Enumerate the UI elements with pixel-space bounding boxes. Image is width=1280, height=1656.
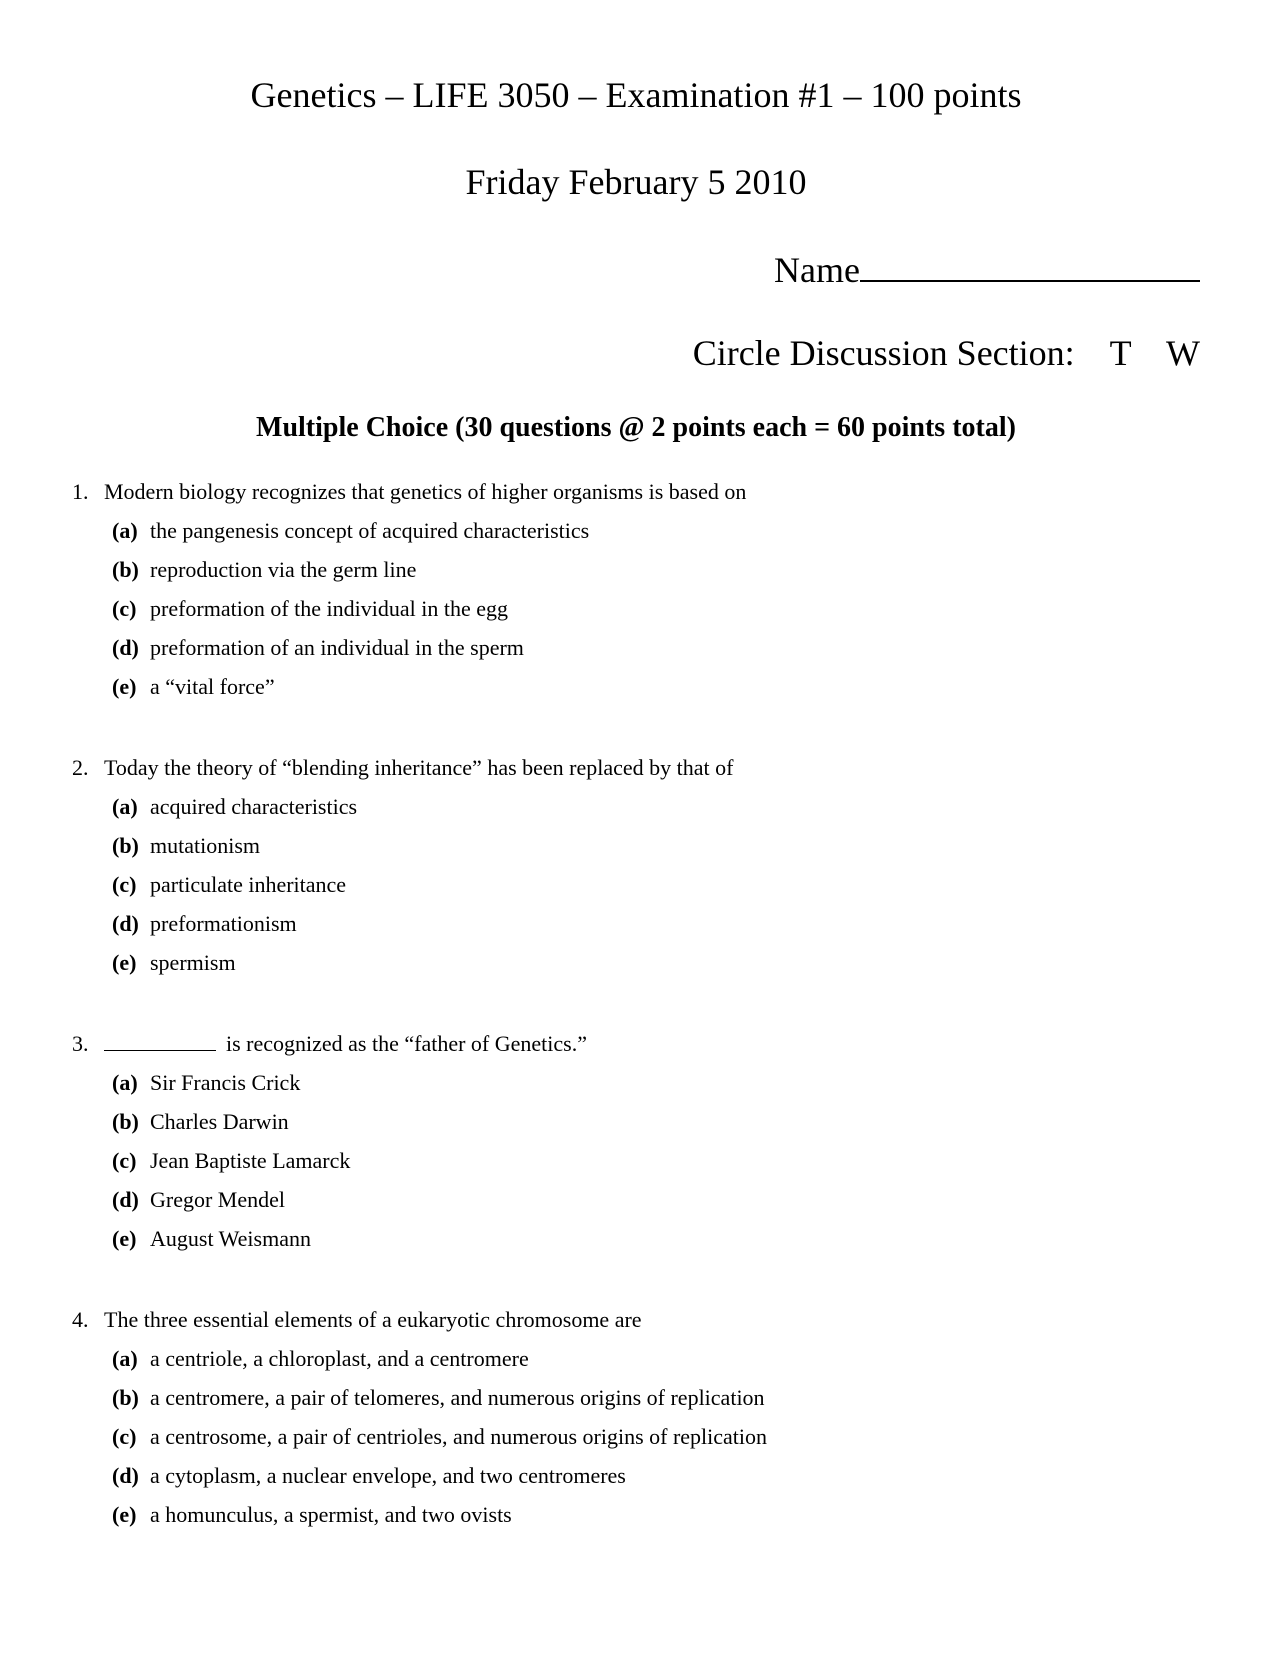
option-text: particulate inheritance [150, 872, 347, 897]
question-number: 4. [72, 1307, 89, 1332]
option-e[interactable] [72, 1501, 1202, 1529]
option-letter: (c) [112, 1424, 137, 1449]
question-text: is recognized as the “father of Genetics.” [226, 1031, 587, 1056]
option-text: August Weismann [150, 1226, 311, 1251]
option-letter: (a) [112, 1070, 138, 1095]
question-stem [72, 478, 1202, 506]
section-label: Circle Discussion Section: [692, 333, 1075, 373]
exam-title: Genetics – LIFE 3050 – Examination #1 – 100 points [250, 75, 1022, 115]
option-e[interactable] [72, 1225, 1202, 1253]
option-d[interactable] [72, 634, 1202, 662]
option-text: a centrosome, a pair of centrioles, and numerous origins of replication [150, 1424, 768, 1449]
option-c[interactable] [72, 1423, 1202, 1451]
option-b[interactable] [72, 832, 1202, 860]
option-letter: (b) [112, 833, 139, 858]
option-letter: (d) [112, 1187, 139, 1212]
option-a[interactable] [72, 1345, 1202, 1373]
option-text: reproduction via the germ line [150, 557, 417, 582]
option-text: preformation of an individual in the sperm [150, 635, 524, 660]
option-letter: (a) [112, 518, 138, 543]
option-text: preformation of the individual in the egg [150, 596, 509, 621]
option-text: acquired characteristics [150, 794, 358, 819]
option-d[interactable] [72, 1186, 1202, 1214]
option-b[interactable] [72, 1384, 1202, 1412]
question-4 [72, 1306, 1202, 1529]
multiple-choice-heading: Multiple Choice (30 questions @ 2 points each = 60 points total) [256, 412, 1016, 443]
exam-date: Friday February 5 2010 [465, 162, 807, 202]
question-text: The three essential elements of a eukaryotic chromosome are [104, 1307, 642, 1332]
section-option-t[interactable]: T [1109, 333, 1132, 373]
option-e[interactable] [72, 673, 1202, 701]
question-number: 1. [72, 479, 89, 504]
option-letter: (c) [112, 596, 137, 621]
answer-blank-line [104, 1030, 216, 1051]
option-letter: (e) [112, 674, 137, 699]
option-letter: (c) [112, 872, 137, 897]
question-text: Modern biology recognizes that genetics of higher organisms is based on [104, 479, 747, 504]
option-letter: (b) [112, 1109, 139, 1134]
option-letter: (d) [112, 911, 139, 936]
option-letter: (e) [112, 1226, 137, 1251]
option-text: a centromere, a pair of telomeres, and numerous origins of replication [150, 1385, 765, 1410]
option-text: a “vital force” [150, 674, 275, 699]
option-d[interactable] [72, 910, 1202, 938]
option-letter: (a) [112, 1346, 138, 1371]
option-c[interactable] [72, 595, 1202, 623]
section-option-w[interactable]: W [1166, 333, 1200, 373]
option-a[interactable] [72, 793, 1202, 821]
option-d[interactable] [72, 1462, 1202, 1490]
question-2 [72, 754, 1202, 977]
option-text: Sir Francis Crick [150, 1070, 301, 1095]
question-stem [72, 754, 1202, 782]
option-text: preformationism [150, 911, 297, 936]
question-number: 3. [72, 1031, 89, 1056]
question-text: Today the theory of “blending inheritance” has been replaced by that of [104, 755, 734, 780]
option-e[interactable] [72, 949, 1202, 977]
name-blank-line[interactable] [860, 250, 1200, 282]
name-label: Name [774, 250, 860, 290]
option-b[interactable] [72, 1108, 1202, 1136]
option-text: Charles Darwin [150, 1109, 289, 1134]
option-letter: (c) [112, 1148, 137, 1173]
option-text: a homunculus, a spermist, and two ovists [150, 1502, 512, 1527]
option-letter: (d) [112, 1463, 139, 1488]
option-a[interactable] [72, 1069, 1202, 1097]
question-1 [72, 478, 1202, 701]
name-row [774, 248, 1200, 292]
option-text: spermism [150, 950, 236, 975]
option-text: Gregor Mendel [150, 1187, 286, 1212]
option-text: mutationism [150, 833, 260, 858]
option-letter: (d) [112, 635, 139, 660]
option-b[interactable] [72, 556, 1202, 584]
option-letter: (e) [112, 1502, 137, 1527]
option-c[interactable] [72, 1147, 1202, 1175]
option-text: a centriole, a chloroplast, and a centromere [150, 1346, 529, 1371]
option-text: the pangenesis concept of acquired characteristics [150, 518, 590, 543]
option-a[interactable] [72, 517, 1202, 545]
option-letter: (e) [112, 950, 137, 975]
question-stem [72, 1030, 1202, 1058]
option-letter: (b) [112, 557, 139, 582]
discussion-section-row [693, 331, 1200, 375]
question-stem [72, 1306, 1202, 1334]
question-number: 2. [72, 755, 89, 780]
option-letter: (b) [112, 1385, 139, 1410]
option-text: a cytoplasm, a nuclear envelope, and two centromeres [150, 1463, 626, 1488]
question-3 [72, 1030, 1202, 1253]
option-text: Jean Baptiste Lamarck [150, 1148, 351, 1173]
option-c[interactable] [72, 871, 1202, 899]
option-letter: (a) [112, 794, 138, 819]
